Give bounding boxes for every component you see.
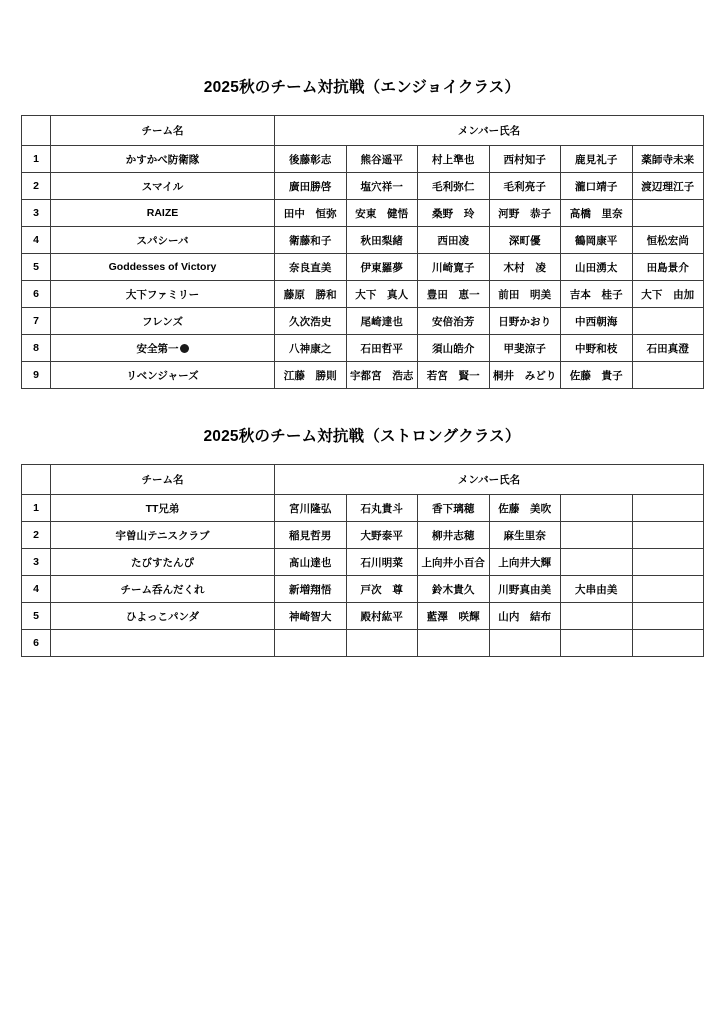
member-name-cell: 田中 恒弥 <box>275 200 347 227</box>
table-row <box>22 576 704 603</box>
team-name-cell: たびすたんぴ <box>51 549 275 576</box>
member-name-cell: 甲斐涼子 <box>489 335 561 362</box>
member-name-cell: 石丸貴斗 <box>346 495 418 522</box>
member-name-cell: 河野 恭子 <box>489 200 561 227</box>
member-name-cell: 江藤 勝則 <box>275 362 347 389</box>
column-header-member-names: メンバー氏名 <box>275 116 704 146</box>
member-name-cell <box>418 630 490 657</box>
member-name-cell <box>632 495 704 522</box>
member-name-cell <box>561 522 633 549</box>
member-name-cell <box>561 549 633 576</box>
section-enjoy-class <box>0 0 724 389</box>
member-name-cell: 廣田勝啓 <box>275 173 347 200</box>
row-index-cell: 3 <box>22 200 51 227</box>
member-name-cell: 毛利弥仁 <box>418 173 490 200</box>
member-name-cell: 田島景介 <box>632 254 704 281</box>
member-name-cell: 鹿見礼子 <box>561 146 633 173</box>
member-name-cell: 鈴木貴久 <box>418 576 490 603</box>
member-name-cell: 吉本 桂子 <box>561 281 633 308</box>
row-index-cell: 4 <box>22 227 51 254</box>
member-name-cell: 宮川隆弘 <box>275 495 347 522</box>
column-header-member-names: メンバー氏名 <box>275 465 704 495</box>
member-name-cell: 麻生里奈 <box>489 522 561 549</box>
table-row <box>22 335 704 362</box>
row-index-cell: 3 <box>22 549 51 576</box>
member-name-cell: 西田凌 <box>418 227 490 254</box>
table-row <box>22 603 704 630</box>
member-name-cell: 戸次 尊 <box>346 576 418 603</box>
column-header-index <box>22 465 51 495</box>
member-name-cell: 中野和枝 <box>561 335 633 362</box>
member-name-cell: 渡辺理江子 <box>632 173 704 200</box>
member-name-cell: 木村 凌 <box>489 254 561 281</box>
table-row <box>22 362 704 389</box>
column-header-index <box>22 116 51 146</box>
table-header-row <box>22 116 704 146</box>
member-name-cell <box>632 522 704 549</box>
table-row <box>22 200 704 227</box>
member-name-cell: 若宮 賢一 <box>418 362 490 389</box>
member-name-cell: 奈良直美 <box>275 254 347 281</box>
member-name-cell: 中西朝海 <box>561 308 633 335</box>
team-name-cell: リベンジャーズ <box>51 362 275 389</box>
row-index-cell: 1 <box>22 146 51 173</box>
table-row <box>22 308 704 335</box>
team-name-cell: TT兄弟 <box>51 495 275 522</box>
member-name-cell: 大串由美 <box>561 576 633 603</box>
row-index-cell: 2 <box>22 522 51 549</box>
member-name-cell: 鶴岡康平 <box>561 227 633 254</box>
member-name-cell <box>346 630 418 657</box>
member-name-cell: 毛利亮子 <box>489 173 561 200</box>
member-name-cell: 山内 結布 <box>489 603 561 630</box>
member-name-cell: 須山皓介 <box>418 335 490 362</box>
row-index-cell: 8 <box>22 335 51 362</box>
table-body <box>22 146 704 389</box>
row-index-cell: 1 <box>22 495 51 522</box>
member-name-cell: 豊田 恵一 <box>418 281 490 308</box>
member-name-cell <box>632 630 704 657</box>
member-name-cell: 大下 由加 <box>632 281 704 308</box>
member-name-cell: 石田哲平 <box>346 335 418 362</box>
column-header-team-name: チーム名 <box>51 465 275 495</box>
member-name-cell <box>561 603 633 630</box>
member-name-cell: 桑野 玲 <box>418 200 490 227</box>
member-name-cell: 川野真由美 <box>489 576 561 603</box>
member-name-cell: 殿村紘平 <box>346 603 418 630</box>
member-name-cell <box>632 200 704 227</box>
member-name-cell <box>632 576 704 603</box>
member-name-cell: 高橋 里奈 <box>561 200 633 227</box>
team-name-cell: スマイル <box>51 173 275 200</box>
row-index-cell: 9 <box>22 362 51 389</box>
page-title-enjoy-class: 2025秋のチーム対抗戦（エンジョイクラス） <box>203 79 521 96</box>
team-name-cell <box>51 630 275 657</box>
row-index-cell: 5 <box>22 603 51 630</box>
member-name-cell: 藤原 勝和 <box>275 281 347 308</box>
table-row <box>22 630 704 657</box>
page-title-strong-class: 2025秋のチーム対抗戦（ストロングクラス） <box>203 428 521 445</box>
member-name-cell: 石田真澄 <box>632 335 704 362</box>
member-name-cell: 恒松宏尚 <box>632 227 704 254</box>
table-row <box>22 227 704 254</box>
row-index-cell: 6 <box>22 630 51 657</box>
table-wrap-strong-class <box>0 464 724 657</box>
team-name-cell: フレンズ <box>51 308 275 335</box>
member-name-cell: 村上準也 <box>418 146 490 173</box>
team-name-cell: 安全第一 <box>51 335 275 362</box>
member-name-cell: 衛藤和子 <box>275 227 347 254</box>
member-name-cell: 新増翔悟 <box>275 576 347 603</box>
member-name-cell: 稲見哲男 <box>275 522 347 549</box>
member-name-cell: 桐井 みどり <box>489 362 561 389</box>
member-name-cell: 久次浩史 <box>275 308 347 335</box>
row-index-cell: 6 <box>22 281 51 308</box>
table-row <box>22 549 704 576</box>
team-name-cell: Goddesses of Victory <box>51 254 275 281</box>
team-name-cell: 大下ファミリー <box>51 281 275 308</box>
member-name-cell: 瀧口靖子 <box>561 173 633 200</box>
member-name-cell: 神崎智大 <box>275 603 347 630</box>
table-row <box>22 281 704 308</box>
member-name-cell <box>275 630 347 657</box>
black-circle-emoji-icon <box>180 344 189 353</box>
table-header-row <box>22 465 704 495</box>
row-index-cell: 7 <box>22 308 51 335</box>
team-name-cell: 宇曽山テニスクラブ <box>51 522 275 549</box>
table-row <box>22 495 704 522</box>
member-name-cell: 石川明菜 <box>346 549 418 576</box>
table-row <box>22 522 704 549</box>
team-name-cell: RAIZE <box>51 200 275 227</box>
team-name-cell: スパシーバ <box>51 227 275 254</box>
section-strong-class <box>0 389 724 657</box>
member-name-cell: 柳井志穂 <box>418 522 490 549</box>
member-name-cell: 大下 真人 <box>346 281 418 308</box>
member-name-cell <box>489 630 561 657</box>
member-name-cell: 日野かおり <box>489 308 561 335</box>
member-name-cell: 佐藤 貴子 <box>561 362 633 389</box>
member-name-cell: 上向井大輝 <box>489 549 561 576</box>
member-name-cell: 八神康之 <box>275 335 347 362</box>
member-name-cell: 山田湧太 <box>561 254 633 281</box>
member-name-cell: 宇都宮 浩志 <box>346 362 418 389</box>
member-name-cell <box>632 603 704 630</box>
member-name-cell <box>561 630 633 657</box>
member-name-cell: 秋田梨緒 <box>346 227 418 254</box>
table-body <box>22 495 704 657</box>
member-name-cell: 香下璃穂 <box>418 495 490 522</box>
column-header-team-name: チーム名 <box>51 116 275 146</box>
member-name-cell: 髙山達也 <box>275 549 347 576</box>
team-roster-table-strong-class <box>21 464 704 657</box>
row-index-cell: 5 <box>22 254 51 281</box>
member-name-cell: 薬師寺未来 <box>632 146 704 173</box>
member-name-cell: 大野泰平 <box>346 522 418 549</box>
team-roster-table-enjoy-class <box>21 115 704 389</box>
row-index-cell: 4 <box>22 576 51 603</box>
member-name-cell <box>632 362 704 389</box>
member-name-cell: 後藤彰志 <box>275 146 347 173</box>
member-name-cell: 佐藤 美吹 <box>489 495 561 522</box>
member-name-cell: 深町優 <box>489 227 561 254</box>
member-name-cell: 前田 明美 <box>489 281 561 308</box>
member-name-cell: 藍澤 咲輝 <box>418 603 490 630</box>
member-name-cell: 上向井小百合 <box>418 549 490 576</box>
table-row <box>22 146 704 173</box>
member-name-cell: 西村知子 <box>489 146 561 173</box>
member-name-cell: 安倍治芳 <box>418 308 490 335</box>
member-name-cell <box>632 308 704 335</box>
member-name-cell: 尾崎達也 <box>346 308 418 335</box>
member-name-cell: 伊東羅夢 <box>346 254 418 281</box>
team-name-cell: チーム呑んだくれ <box>51 576 275 603</box>
member-name-cell: 塩穴祥一 <box>346 173 418 200</box>
table-row <box>22 254 704 281</box>
member-name-cell <box>632 549 704 576</box>
team-name-cell: かすかべ防衛隊 <box>51 146 275 173</box>
member-name-cell: 安東 健悟 <box>346 200 418 227</box>
table-row <box>22 173 704 200</box>
team-name-cell: ひよっこパンダ <box>51 603 275 630</box>
member-name-cell: 熊谷遥平 <box>346 146 418 173</box>
member-name-cell <box>561 495 633 522</box>
member-name-cell: 川崎寛子 <box>418 254 490 281</box>
row-index-cell: 2 <box>22 173 51 200</box>
table-wrap-enjoy-class <box>0 115 724 389</box>
